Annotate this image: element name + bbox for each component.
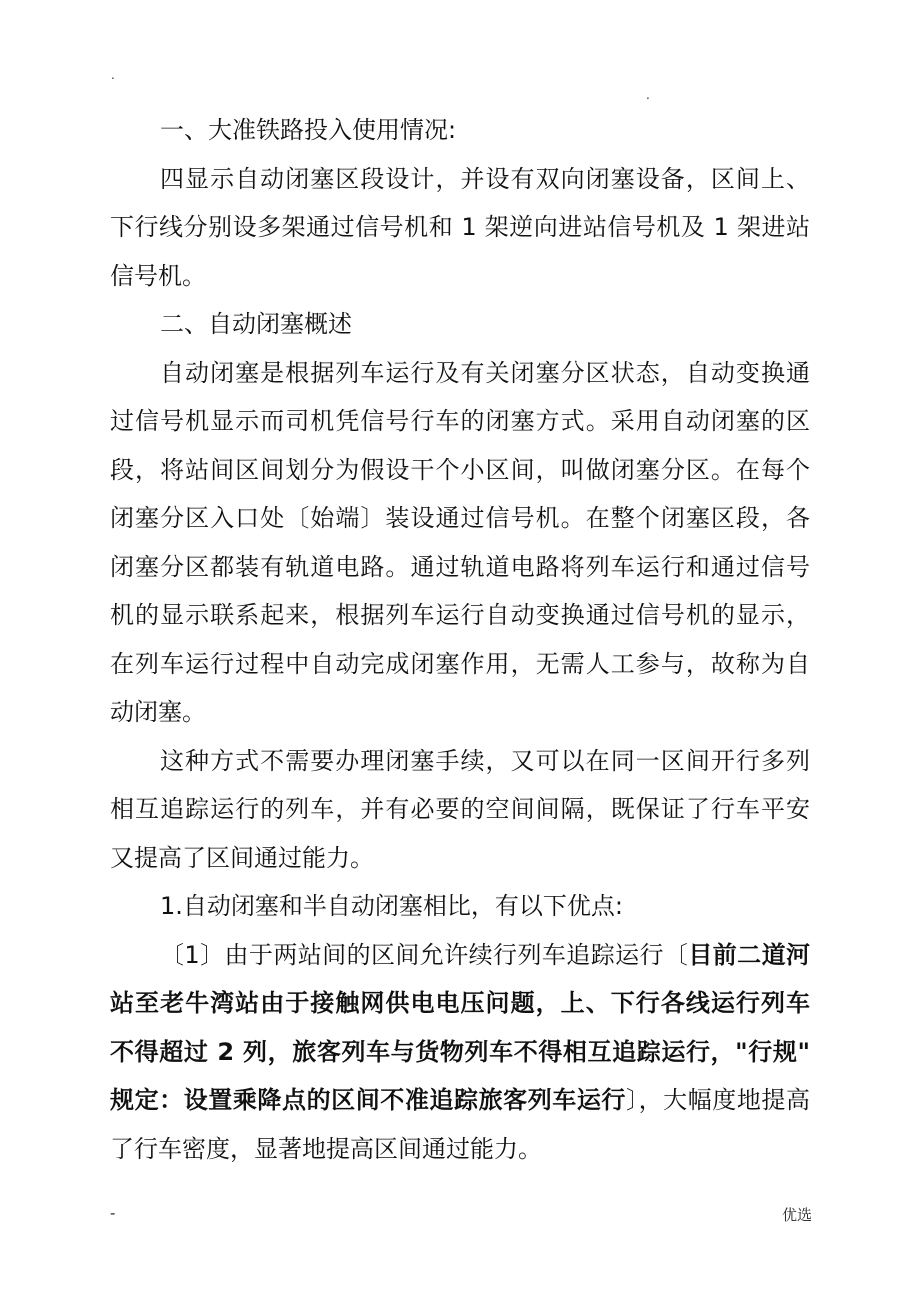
footer-label: 优选 — [782, 1206, 813, 1224]
text-line — [110, 406, 810, 436]
text-line — [160, 164, 810, 194]
text-line — [160, 940, 810, 970]
text-segment: 闭塞分区入口处〔始端〕装设通过信号机。在整个闭塞区段，各 — [110, 504, 810, 532]
text-segment: 四显示自动闭塞区段设计，并设有双向闭塞设备，区间上、 — [160, 164, 810, 193]
text-line — [110, 697, 810, 727]
text-line — [110, 1085, 810, 1115]
text-line — [110, 843, 810, 873]
text-segment: 下行线分别设多架通过信号机和 1 架逆向进站信号机及 1 架进站 — [110, 213, 810, 241]
header-mark-left: . — [111, 68, 115, 82]
text-segment: 在列车运行过程中自动完成闭塞作用，无需人工参与，故称为自 — [110, 649, 810, 678]
bold-text-segment: 不得超过 2 列，旅客列车与货物列车不得相互追踪运行，"行规" — [110, 1037, 810, 1066]
text-line — [160, 891, 810, 921]
text-segment: 了行车密度，显著地提高区间通过能力。 — [110, 1134, 542, 1163]
text-segment: 自动闭塞是根据列车运行及有关闭塞分区状态，自动变换通 — [160, 358, 810, 387]
footer-mark-left: - — [110, 1204, 116, 1222]
text-segment: 这种方式不需要办理闭塞手续，又可以在同一区间开行多列 — [160, 746, 810, 775]
bold-text-segment: 规定：设置乘降点的区间不准追踪旅客列车运行 — [110, 1086, 626, 1114]
text-segment: 又提高了区间通过能力。 — [110, 843, 374, 872]
text-line — [160, 115, 810, 145]
text-segment: 信号机。 — [110, 261, 206, 290]
bold-text-segment: 站至老牛湾站由于接触网供电电压问题，上、下行各线运行列车 — [110, 989, 810, 1017]
text-segment: 机的显示联系起来，根据列车运行自动变换通过信号机的显示， — [110, 601, 810, 629]
text-segment: 1.自动闭塞和半自动闭塞相比，有以下优点: — [160, 892, 623, 920]
text-line — [110, 600, 810, 630]
text-segment: 二、自动闭塞概述 — [160, 310, 352, 338]
text-line — [110, 261, 810, 291]
text-segment: 相互追踪运行的列车，并有必要的空间间隔，既保证了行车平安 — [110, 795, 810, 823]
text-line — [110, 503, 810, 533]
text-segment: 一、大准铁路投入使用情况: — [160, 116, 457, 144]
text-segment: 动闭塞。 — [110, 698, 206, 726]
text-line — [110, 988, 810, 1018]
text-line — [110, 649, 810, 679]
text-line — [110, 1037, 810, 1067]
bold-text-segment: 目前二道河 — [688, 940, 810, 969]
text-line — [110, 212, 810, 242]
text-line — [160, 309, 810, 339]
text-line — [160, 746, 810, 776]
header-mark-right: . — [646, 88, 650, 102]
text-line — [110, 794, 810, 824]
text-segment: 闭塞分区都装有轨道电路。通过轨道电路将列车运行和通过信号 — [110, 552, 810, 581]
text-line — [110, 1134, 810, 1164]
text-segment: 过信号机显示而司机凭信号行车的闭塞方式。采用自动闭塞的区 — [110, 407, 810, 435]
text-line — [110, 552, 810, 582]
text-segment: 〔1〕由于两站间的区间允许续行列车追踪运行〔 — [160, 940, 689, 969]
text-line — [110, 455, 810, 485]
text-line — [160, 358, 810, 388]
text-segment: 段，将站间区间划分为假设干个小区间，叫做闭塞分区。在每个 — [110, 455, 810, 484]
text-segment: 〕，大幅度地提高 — [626, 1086, 810, 1114]
